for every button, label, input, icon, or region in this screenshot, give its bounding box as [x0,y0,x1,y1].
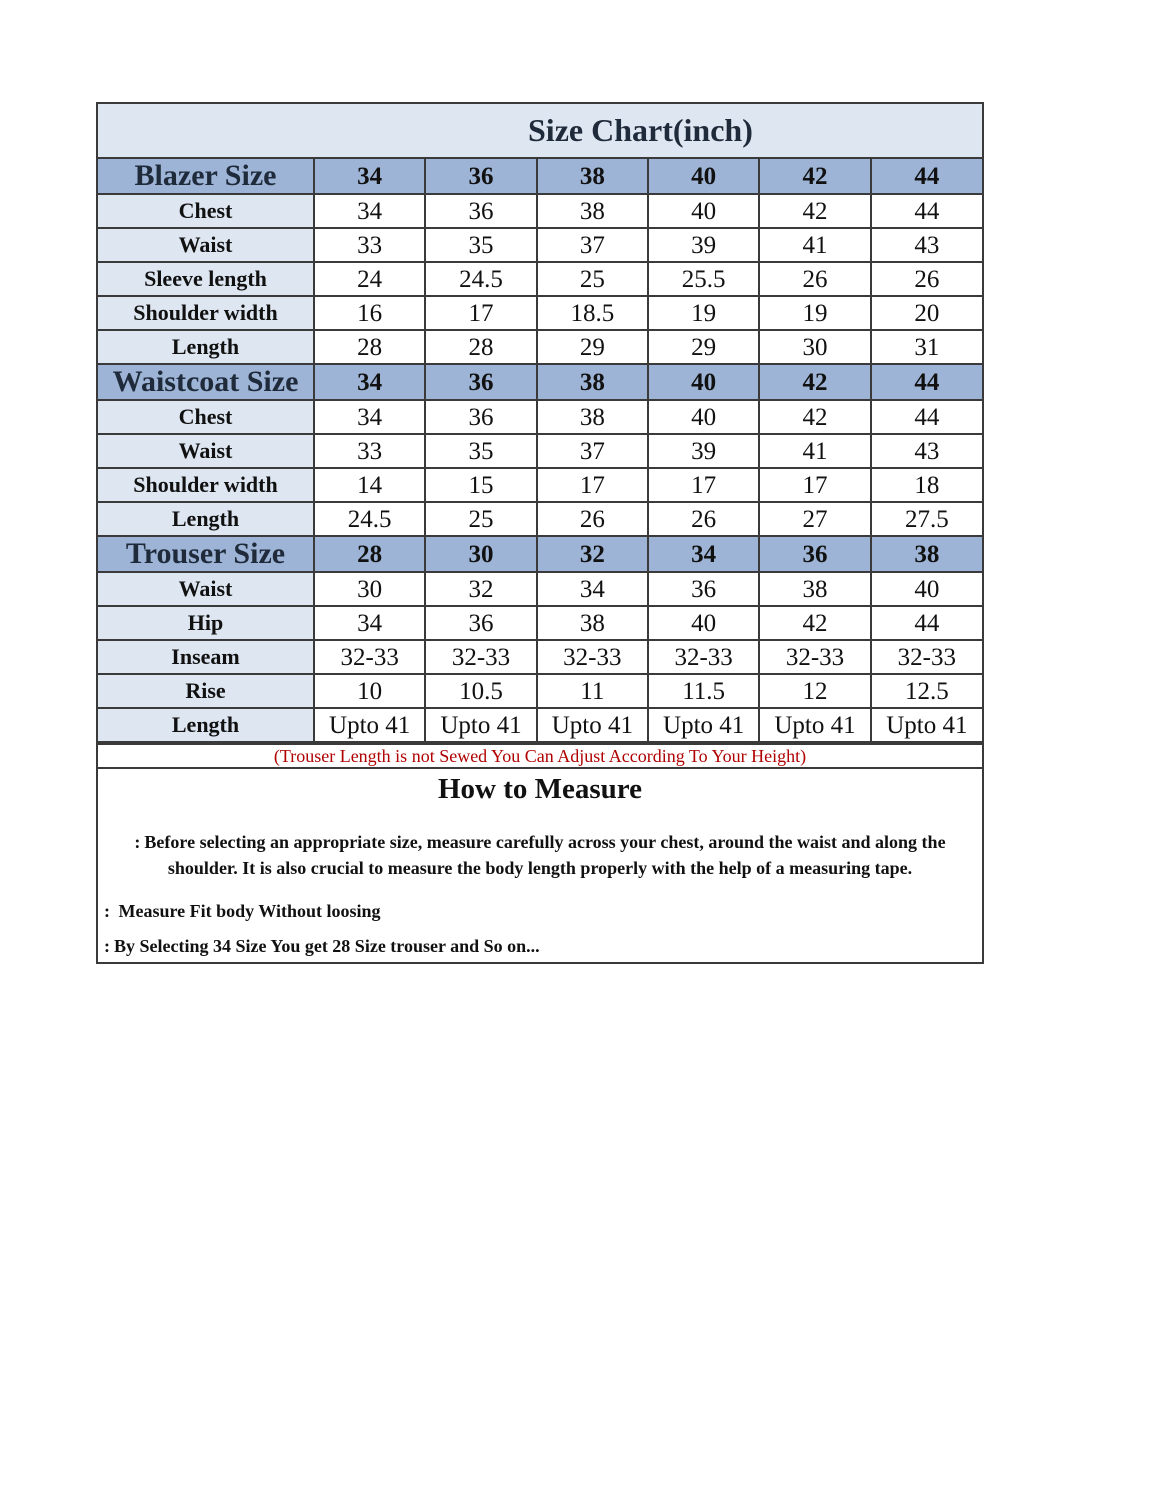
size-table-body [98,159,982,742]
measurement-value: 32-33 [425,640,536,674]
measurement-row [98,468,982,502]
measurement-value: 24 [314,262,425,296]
measurement-value: 26 [537,502,648,536]
measurement-row [98,674,982,708]
measurement-value: 11 [537,674,648,708]
measurement-value: 32-33 [537,640,648,674]
measurement-label: Inseam [98,640,314,674]
measurement-label: Chest [98,400,314,434]
measurement-value: 24.5 [425,262,536,296]
how-to-tip-1 [104,901,381,922]
measurement-value: 38 [537,606,648,640]
measurement-value: 18.5 [537,296,648,330]
how-to-tip-2-text: By Selecting 34 Size You get 28 Size trouser and So on... [114,936,540,956]
measurement-value: Upto 41 [314,708,425,742]
measurement-value: 28 [314,330,425,364]
size-chart-sheet [96,102,984,964]
measurement-value: 41 [759,228,870,262]
measurement-value: 15 [425,468,536,502]
measurement-row [98,502,982,536]
section-header-waistcoat-size [98,364,982,400]
measurement-value: 44 [871,194,982,228]
size-header-cell: 36 [759,536,870,572]
size-header-cell: 28 [314,536,425,572]
measurement-row [98,330,982,364]
measurement-value: 19 [759,296,870,330]
size-header-cell: 34 [648,536,759,572]
measurement-value: 32-33 [314,640,425,674]
bullet-colon: : [104,936,110,956]
measurement-value: 40 [871,572,982,606]
measurement-value: 17 [648,468,759,502]
measurement-value: 29 [537,330,648,364]
measurement-label: Shoulder width [98,468,314,502]
measurement-label: Hip [98,606,314,640]
bullet-colon: : [104,901,110,921]
measurement-value: 37 [537,228,648,262]
measurement-value: 25 [425,502,536,536]
measurement-label: Chest [98,194,314,228]
measurement-value: 33 [314,434,425,468]
measurement-row [98,572,982,606]
measurement-label: Waist [98,228,314,262]
measurement-value: 42 [759,400,870,434]
measurement-value: 35 [425,434,536,468]
measurement-value: 39 [648,434,759,468]
trouser-length-note: (Trouser Length is not Sewed You Can Adjust According To Your Height) [98,743,982,769]
measurement-value: 38 [537,194,648,228]
measurement-value: 37 [537,434,648,468]
measurement-label: Length [98,502,314,536]
measurement-label: Waist [98,434,314,468]
measurement-value: 10 [314,674,425,708]
section-title: Waistcoat Size [98,364,314,400]
measurement-row [98,640,982,674]
measurement-label: Waist [98,572,314,606]
measurement-value: 12 [759,674,870,708]
section-title: Trouser Size [98,536,314,572]
measurement-value: Upto 41 [425,708,536,742]
measurement-value: 28 [425,330,536,364]
measurement-value: 34 [314,606,425,640]
measurement-value: 44 [871,400,982,434]
size-header-cell: 30 [425,536,536,572]
size-header-cell: 42 [759,159,870,194]
how-to-paragraph-text: Before selecting an appropriate size, measure carefully across your chest, around the waist and along the shoulder. It is also crucial to measure the body length properly with the help of a measuring tape. [144,832,946,878]
size-header-cell: 44 [871,364,982,400]
measurement-value: 30 [314,572,425,606]
title-row [98,104,982,159]
measurement-value: 30 [759,330,870,364]
measurement-value: 38 [759,572,870,606]
measurement-value: 33 [314,228,425,262]
measurement-value: 24.5 [314,502,425,536]
measurement-row [98,296,982,330]
measurement-value: 39 [648,228,759,262]
measurement-value: 16 [314,296,425,330]
measurement-value: 25 [537,262,648,296]
measurement-value: Upto 41 [648,708,759,742]
measurement-value: 17 [537,468,648,502]
measurement-row [98,400,982,434]
measurement-value: 26 [648,502,759,536]
measurement-row [98,434,982,468]
measurement-label: Length [98,708,314,742]
measurement-value: 44 [871,606,982,640]
measurement-label: Length [98,330,314,364]
measurement-value: 18 [871,468,982,502]
size-header-cell: 40 [648,364,759,400]
measurement-value: 20 [871,296,982,330]
size-table [98,159,982,743]
measurement-row [98,228,982,262]
how-to-measure [98,769,982,962]
measurement-value: 42 [759,606,870,640]
measurement-value: 34 [314,400,425,434]
measurement-value: 41 [759,434,870,468]
how-to-tip-2 [104,936,540,957]
size-header-cell: 38 [537,364,648,400]
size-header-cell: 38 [537,159,648,194]
measurement-value: 32-33 [648,640,759,674]
size-header-cell: 36 [425,159,536,194]
measurement-value: 40 [648,400,759,434]
measurement-value: 38 [537,400,648,434]
how-to-paragraph [106,829,974,881]
measurement-row [98,606,982,640]
measurement-label: Sleeve length [98,262,314,296]
measurement-row [98,262,982,296]
measurement-value: 35 [425,228,536,262]
measurement-value: 32 [425,572,536,606]
measurement-value: 17 [759,468,870,502]
measurement-label: Rise [98,674,314,708]
measurement-value: 10.5 [425,674,536,708]
size-header-cell: 34 [314,364,425,400]
measurement-value: 40 [648,606,759,640]
measurement-value: 14 [314,468,425,502]
size-header-cell: 44 [871,159,982,194]
measurement-value: 27.5 [871,502,982,536]
measurement-value: 26 [871,262,982,296]
how-to-tip-1-text: Measure Fit body Without loosing [118,901,381,921]
size-header-cell: 36 [425,364,536,400]
measurement-value: 36 [648,572,759,606]
measurement-value: 34 [314,194,425,228]
size-header-cell: 38 [871,536,982,572]
measurement-value: 19 [648,296,759,330]
measurement-value: Upto 41 [871,708,982,742]
measurement-value: 11.5 [648,674,759,708]
measurement-value: 32-33 [871,640,982,674]
measurement-value: 36 [425,606,536,640]
measurement-value: 42 [759,194,870,228]
section-header-trouser-size [98,536,982,572]
measurement-value: 36 [425,194,536,228]
bullet-colon: : [134,832,141,852]
section-header-blazer-size [98,159,982,194]
measurement-value: Upto 41 [759,708,870,742]
measurement-value: Upto 41 [537,708,648,742]
measurement-value: 40 [648,194,759,228]
size-header-cell: 42 [759,364,870,400]
measurement-value: 29 [648,330,759,364]
section-title: Blazer Size [98,159,314,194]
measurement-value: 36 [425,400,536,434]
measurement-value: 26 [759,262,870,296]
size-header-cell: 34 [314,159,425,194]
size-header-cell: 32 [537,536,648,572]
size-header-cell: 40 [648,159,759,194]
measurement-value: 43 [871,228,982,262]
measurement-value: 17 [425,296,536,330]
chart-title: Size Chart(inch) [528,112,753,148]
measurement-value: 27 [759,502,870,536]
measurement-value: 12.5 [871,674,982,708]
measurement-value: 43 [871,434,982,468]
how-to-heading: How to Measure [437,773,643,805]
measurement-value: 31 [871,330,982,364]
measurement-label: Shoulder width [98,296,314,330]
measurement-value: 34 [537,572,648,606]
measurement-row [98,708,982,742]
measurement-value: 25.5 [648,262,759,296]
measurement-row [98,194,982,228]
measurement-value: 32-33 [759,640,870,674]
